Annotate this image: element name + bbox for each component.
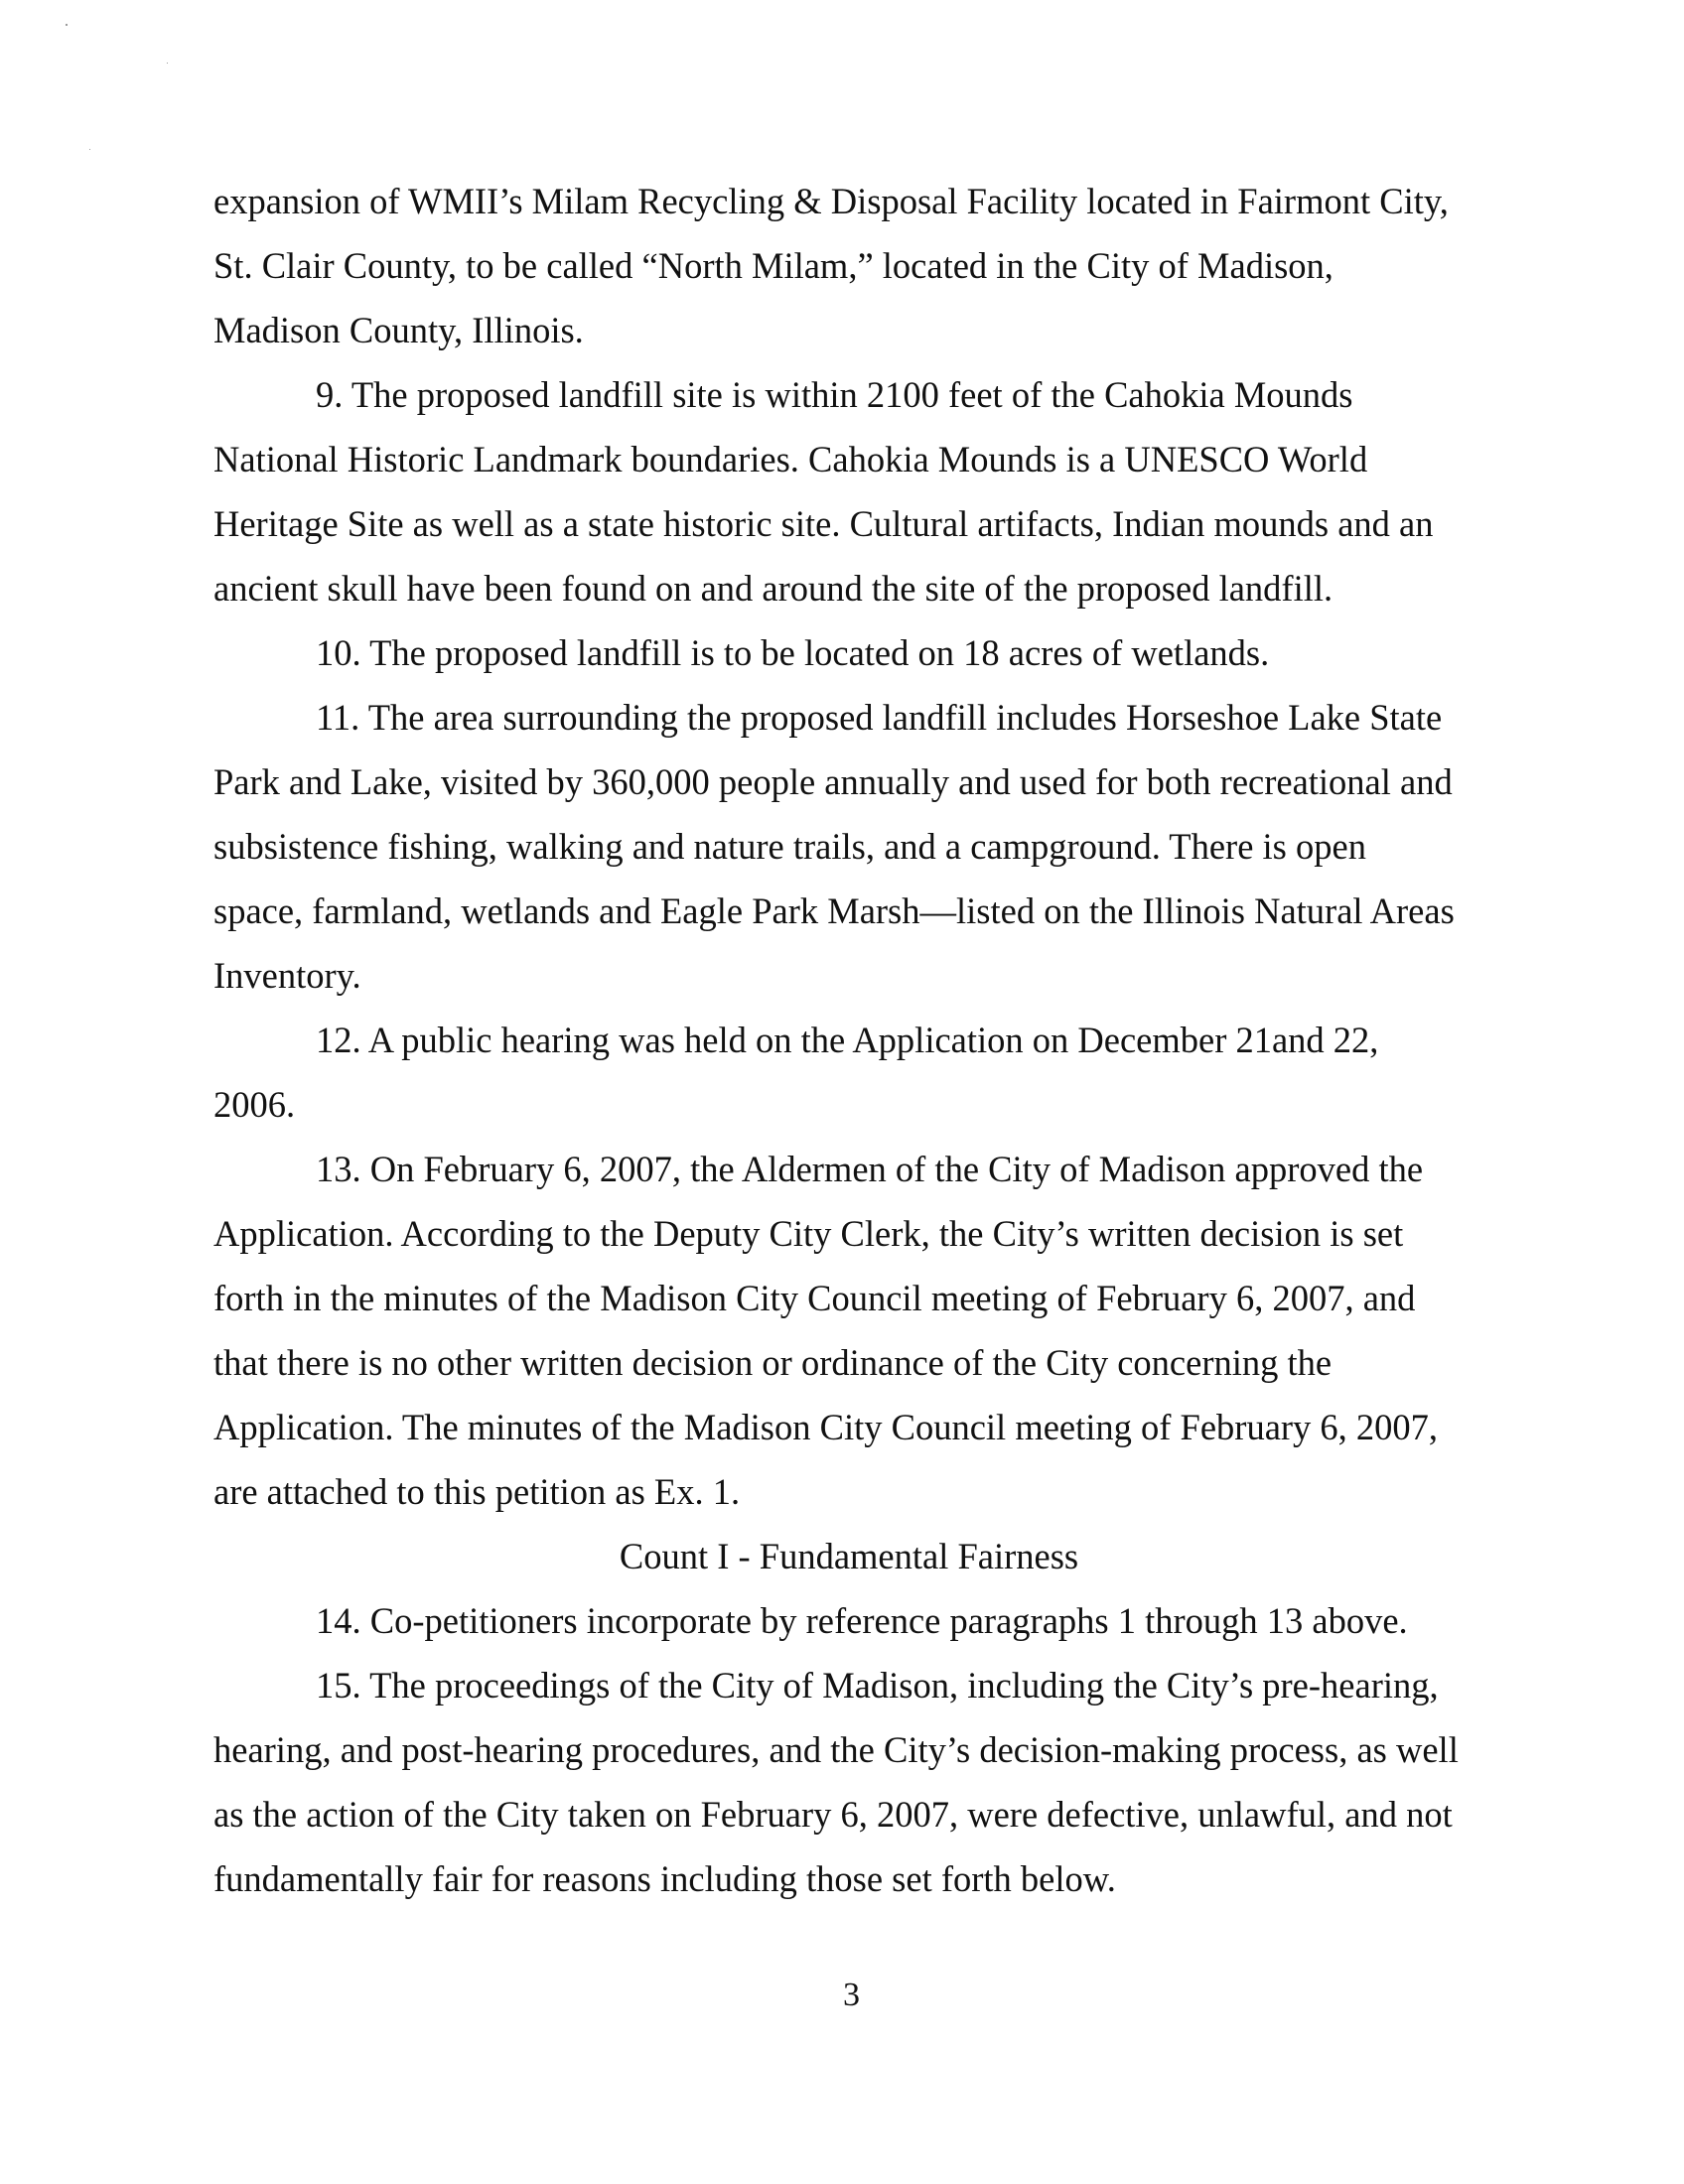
text-line: as the action of the City taken on February 6, 2007, were defective, unlawful, and not (213, 1794, 1453, 1835)
text-line: Inventory. (213, 955, 361, 996)
text-line: forth in the minutes of the Madison City Council meeting of February 6, 2007, and (213, 1278, 1416, 1318)
text-line: 14. Co-petitioners incorporate by reference paragraphs 1 through 13 above. (316, 1600, 1408, 1641)
scan-speck (89, 149, 90, 150)
text-line: Madison County, Illinois. (213, 310, 584, 350)
text-line: space, farmland, wetlands and Eagle Park Marsh—listed on the Illinois Natural Areas (213, 890, 1455, 931)
text-line: 15. The proceedings of the City of Madison, including the City’s pre-hearing, (316, 1665, 1439, 1706)
text-line: St. Clair County, to be called “North Milam,” located in the City of Madison, (213, 245, 1333, 286)
text-line: expansion of WMII’s Milam Recycling & Disposal Facility located in Fairmont City, (213, 181, 1449, 221)
text-line: 12. A public hearing was held on the Application on December 21and 22, (316, 1020, 1379, 1060)
text-line: 13. On February 6, 2007, the Aldermen of the City of Madison approved the (316, 1149, 1424, 1189)
count-heading: Count I - Fundamental Fairness (619, 1536, 1079, 1576)
text-line: 10. The proposed landfill is to be located on 18 acres of wetlands. (316, 632, 1270, 673)
text-line: fundamentally fair for reasons including those set forth below. (213, 1858, 1116, 1899)
text-line: 2006. (213, 1084, 296, 1125)
page-number: 3 (843, 1977, 860, 2013)
scan-speck (66, 24, 68, 26)
text-line: are attached to this petition as Ex. 1. (213, 1471, 741, 1512)
text-line: Park and Lake, visited by 360,000 people annually and used for both recreational and (213, 761, 1453, 802)
text-line: 11. The area surrounding the proposed landfill includes Horseshoe Lake State (316, 697, 1443, 738)
text-line: National Historic Landmark boundaries. Cahokia Mounds is a UNESCO World (213, 439, 1368, 479)
text-line: Application. According to the Deputy City Clerk, the City’s written decision is set (213, 1213, 1404, 1254)
scan-speck (167, 63, 168, 64)
text-line: that there is no other written decision or ordinance of the City concerning the (213, 1342, 1333, 1383)
text-line: ancient skull have been found on and around the site of the proposed landfill. (213, 568, 1333, 609)
text-line: Heritage Site as well as a state historic site. Cultural artifacts, Indian mounds and an (213, 503, 1434, 544)
text-line: subsistence fishing, walking and nature trails, and a campground. There is open (213, 826, 1366, 867)
text-line: hearing, and post-hearing procedures, and the City’s decision-making process, as well (213, 1729, 1459, 1770)
text-line: 9. The proposed landfill site is within 2100 feet of the Cahokia Mounds (316, 374, 1353, 415)
text-line: Application. The minutes of the Madison City Council meeting of February 6, 2007, (213, 1407, 1439, 1447)
